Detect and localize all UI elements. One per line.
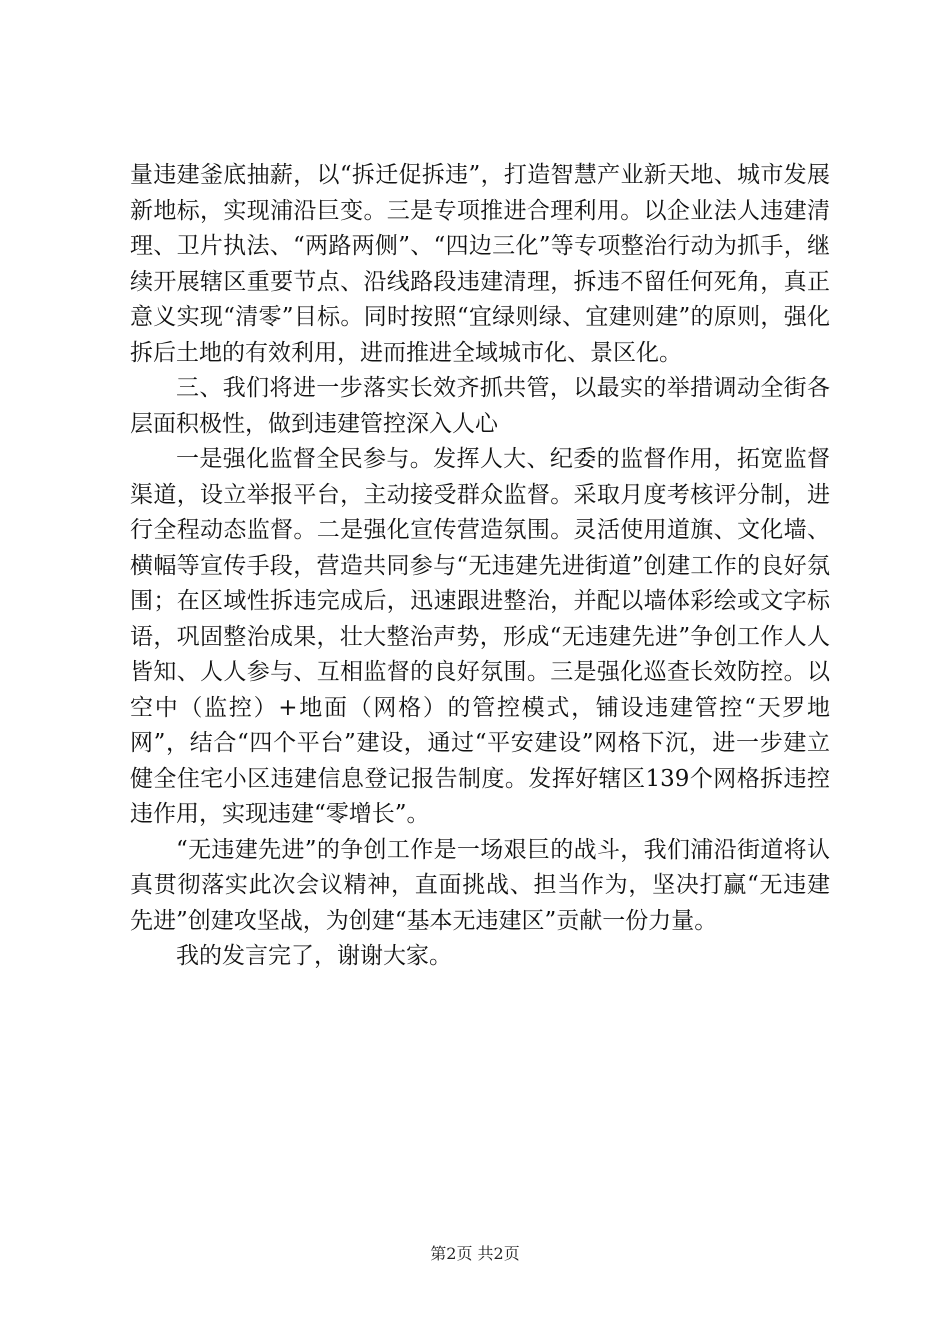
paragraph-measures: 一是强化监督全民参与。发挥人大、纪委的监督作用，拓宽监督渠道，设立举报平台，主动接受群众监督。采取月度考核评分制，进行全程动态监督。二是强化宣传营造氛围。灵活使用道旗、文化墙、横幅等宣传手段，营造共同参与“无违建先进街道”创建工作的良好氛围；在区域性拆违完成后，迅速跟进整治，并配以墙体彩绘或文字标语，巩固整治成果，壮大整治声势，形成“无违建先进”争创工作人人皆知、人人参与、互相监督的良好氛围。三是强化巡查长效防控。以空中（监控）+地面（网格）的管控模式，铺设违建管控“天罗地网”，结合“四个平台”建设，通过“平安建设”网格下沉，进一步建立健全住宅小区违建信息登记报告制度。发挥好辖区139个网格拆违控违作用，实现违建“零增长”。 [130,446,830,827]
paragraph-conclusion: “无违建先进”的争创工作是一场艰巨的战斗，我们浦沿街道将认真贯彻落实此次会议精神，直面挑战、担当作为，坚决打赢“无违建先进”创建攻坚战，为创建“基本无违建区”贡献一份力量。 [130,836,830,934]
page-number-label: 第2页 共2页 [430,1244,520,1263]
paragraph-section-heading: 三、我们将进一步落实长效齐抓共管，以最实的举措调动全街各层面积极性，做到违建管控深入人心 [130,375,830,437]
paragraph-continuation: 量违建釜底抽薪，以“拆迁促拆违”，打造智慧产业新天地、城市发展新地标，实现浦沿巨变。三是专项推进合理利用。以企业法人违建清理、卫片执法、“两路两侧”、“四边三化”等专项整治行动为抓手，继续开展辖区重要节点、沿线路段违建清理，拆违不留任何死角，真正意义实现“清零”目标。同时按照“宜绿则绿、宜建则建”的原则，强化拆后土地的有效利用，进而推进全域城市化、景区化。 [130,162,830,366]
page-footer [0,1244,950,1264]
document-body [130,158,830,975]
paragraph-closing: 我的发言完了，谢谢大家。 [176,943,452,969]
